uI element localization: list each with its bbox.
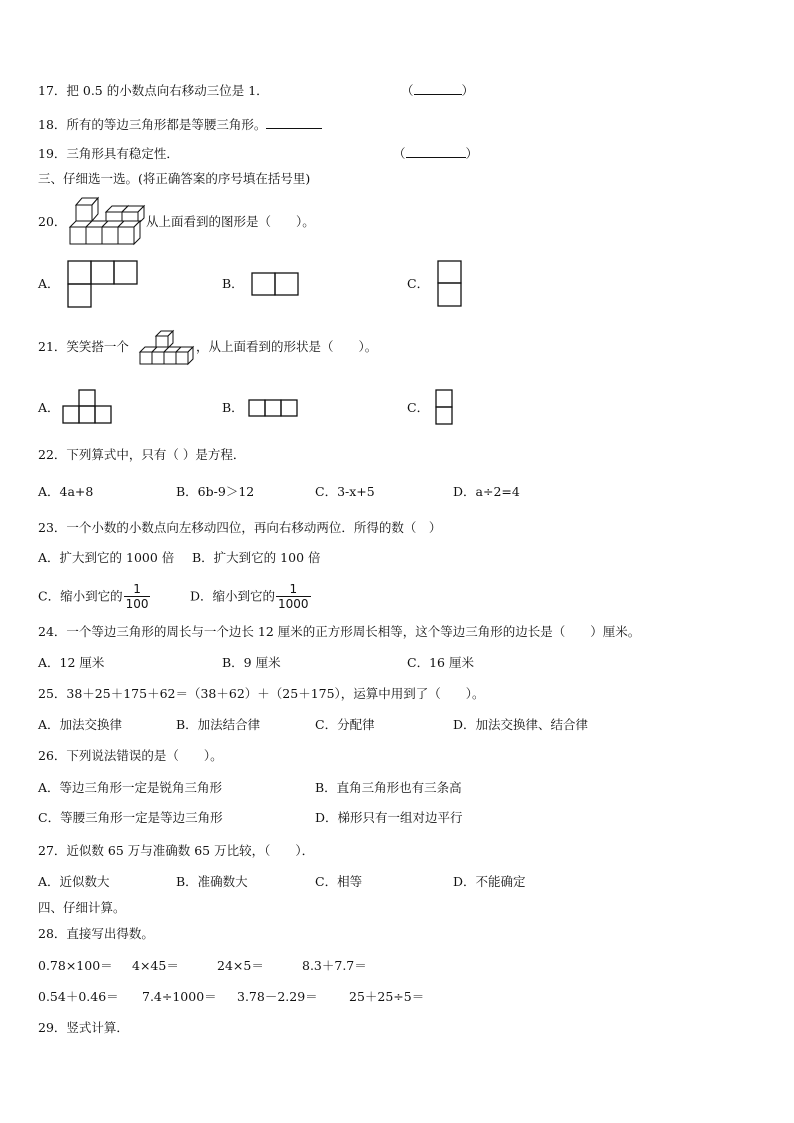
q20-option-a-figure	[67, 260, 139, 308]
calc-item[interactable]: 0.54＋0.46＝	[38, 989, 119, 1004]
q21-option-a-figure	[62, 389, 112, 425]
q22-option-a[interactable]: A．4a+8	[38, 484, 94, 499]
question-28: 28．直接写出得数。	[38, 926, 154, 941]
calc-item[interactable]: 24×5＝	[217, 958, 264, 973]
fraction: $\frac{1}{1000}$	[278, 582, 309, 611]
q27-option-b[interactable]: B．准确数大	[176, 874, 248, 889]
question-18-text: 18．所有的等边三角形都是等腰三角形。	[38, 117, 267, 132]
question-19-text: 19．三角形具有稳定性．	[38, 146, 179, 161]
cube-stack-figure-20	[66, 190, 146, 246]
section-3-heading: 三、仔细选一选。(将正确答案的序号填在括号里)	[38, 171, 311, 186]
question-19	[38, 146, 179, 162]
q26-option-b[interactable]: B．直角三角形也有三条高	[315, 780, 462, 795]
q25-option-c[interactable]: C．分配律	[315, 717, 375, 732]
section-4-heading: 四、仔细计算。	[38, 900, 126, 915]
question-29: 29．竖式计算．	[38, 1020, 129, 1035]
question-26: 26．下列说法错误的是（ ）。	[38, 748, 223, 763]
q21-option-c-figure	[435, 389, 453, 425]
q20-option-a-label[interactable]: A．	[38, 276, 60, 291]
question-21-prefix: 21．笑笑搭一个	[38, 339, 129, 354]
answer-blank[interactable]	[266, 117, 322, 129]
q27-option-a[interactable]: A．近似数大	[38, 874, 110, 889]
question-22: 22．下列算式中，只有（ ）是方程．	[38, 447, 246, 462]
q24-option-b[interactable]: B．9 厘米	[222, 655, 281, 670]
q25-option-d[interactable]: D．加法交换律、结合律	[453, 717, 589, 732]
q25-option-b[interactable]: B．加法结合律	[176, 717, 261, 732]
calc-item[interactable]: 8.3＋7.7＝	[302, 958, 367, 973]
q21-option-c-label[interactable]: C．	[407, 400, 430, 415]
calc-item[interactable]: 25＋25÷5＝	[349, 989, 425, 1004]
q26-option-c[interactable]: C．等腰三角形一定是等边三角形	[38, 810, 223, 825]
q23-option-b[interactable]: B．扩大到它的 100 倍	[192, 550, 321, 565]
answer-blank[interactable]	[406, 146, 466, 158]
question-19-answer-paren: （ ）	[393, 146, 479, 161]
calc-item[interactable]: 4×45＝	[132, 958, 179, 973]
calc-item[interactable]: 7.4÷1000＝	[142, 989, 217, 1004]
q23-option-c[interactable]: C．缩小到它的 $\frac{1}{100}$	[38, 582, 149, 611]
q22-option-d[interactable]: D．a÷2=4	[453, 484, 520, 499]
q20-option-c-figure	[437, 260, 462, 307]
question-27: 27．近似数 65 万与准确数 65 万比较，（ ）．	[38, 843, 315, 858]
q27-option-c[interactable]: C．相等	[315, 874, 363, 889]
question-17-answer-paren: （ ）	[401, 83, 475, 98]
question-20-text: 从上面看到的图形是（ ）。	[146, 214, 315, 229]
q26-option-d[interactable]: D．梯形只有一组对边平行	[315, 810, 463, 825]
question-23: 23．一个小数的小数点向左移动四位，再向右移动两位．所得的数（ ）	[38, 520, 442, 535]
q21-option-a-label[interactable]: A．	[38, 400, 60, 415]
question-21-suffix: ，从上面看到的形状是（ ）。	[196, 339, 378, 354]
q24-option-c[interactable]: C．16 厘米	[407, 655, 474, 670]
calc-item[interactable]: 3.78－2.29＝	[237, 989, 318, 1004]
q22-option-c[interactable]: C．3-x+5	[315, 484, 375, 499]
question-17	[38, 83, 269, 99]
q23-option-d[interactable]: D．缩小到它的 $\frac{1}{1000}$	[190, 582, 309, 611]
calc-item[interactable]: 0.78×100＝	[38, 958, 113, 973]
cube-stack-figure-21	[138, 326, 196, 366]
fraction: $\frac{1}{100}$	[125, 582, 149, 611]
q21-option-b-label[interactable]: B．	[222, 400, 244, 415]
question-18	[38, 117, 322, 133]
q20-option-c-label[interactable]: C．	[407, 276, 430, 291]
answer-blank[interactable]	[414, 83, 462, 95]
q26-option-a[interactable]: A．等边三角形一定是锐角三角形	[38, 780, 223, 795]
q20-option-b-figure	[251, 272, 299, 296]
q23-option-a[interactable]: A．扩大到它的 1000 倍	[38, 550, 175, 565]
q27-option-d[interactable]: D．不能确定	[453, 874, 526, 889]
q21-option-b-figure	[248, 399, 298, 417]
q20-option-b-label[interactable]: B．	[222, 276, 244, 291]
question-24: 24．一个等边三角形的周长与一个边长 12 厘米的正方形周长相等，这个等边三角形的边长是（ ）厘米。	[38, 624, 641, 639]
question-17-text: 17．把 0.5 的小数点向右移动三位是 1．	[38, 83, 269, 98]
q24-option-a[interactable]: A．12 厘米	[38, 655, 105, 670]
question-25: 25．38＋25＋175＋62＝（38＋62）＋（25＋175），运算中用到了（ ）。	[38, 686, 485, 701]
q22-option-b[interactable]: B．6b-9＞12	[176, 484, 255, 499]
question-20-number: 20．	[38, 214, 67, 229]
q25-option-a[interactable]: A．加法交换律	[38, 717, 123, 732]
